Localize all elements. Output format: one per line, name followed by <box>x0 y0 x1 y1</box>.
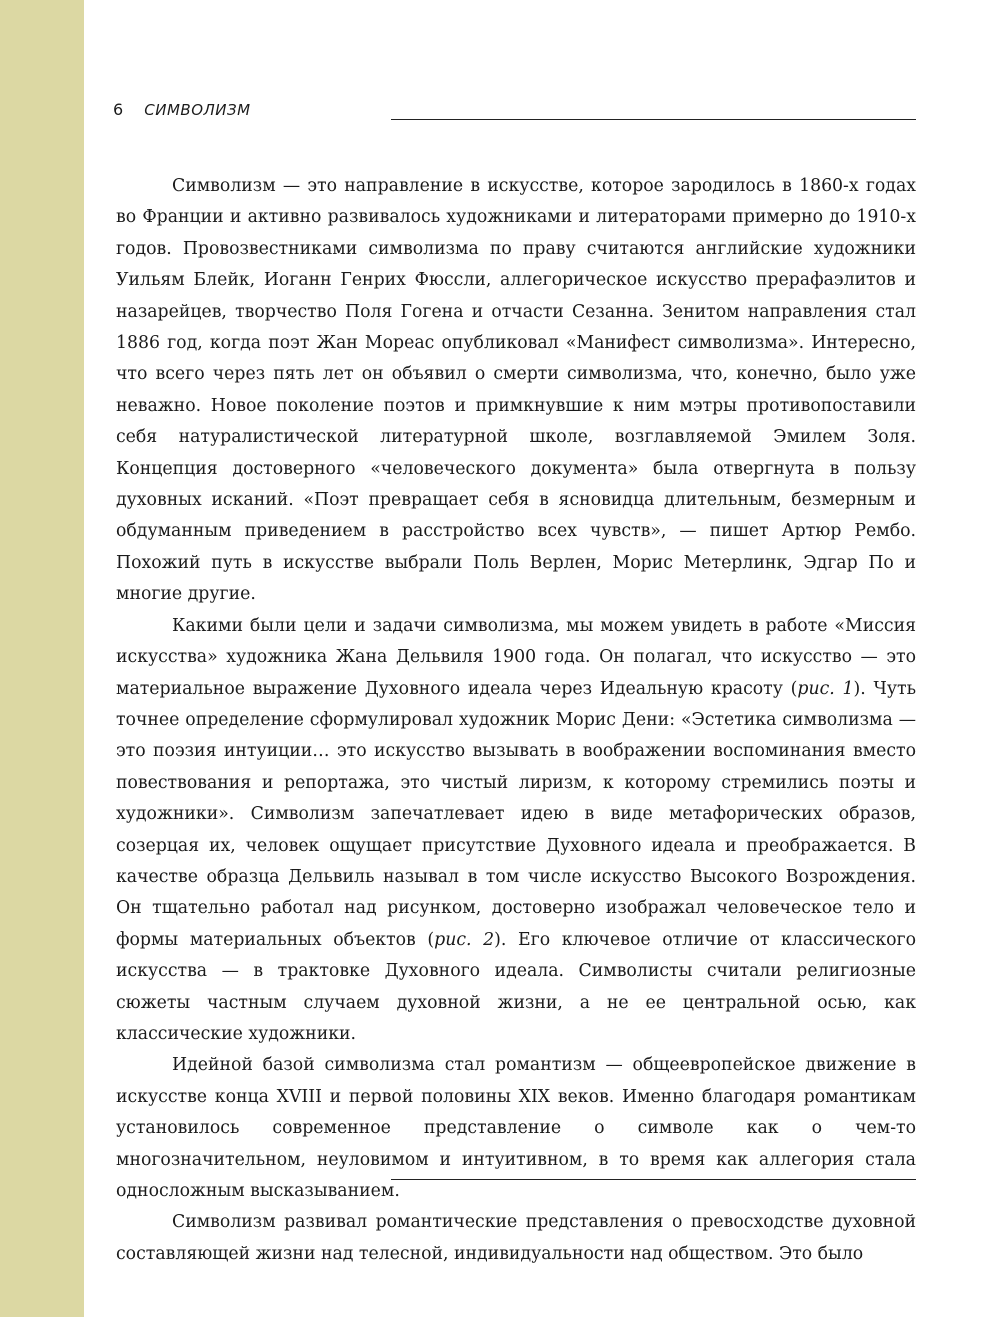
paragraph-2 <box>116 611 916 1051</box>
paragraph-2-part-a: Какими были цели и задачи символизма, мы можем увидеть в работе «Миссия искусства» художника Жана Дельвиля 1900 года. Он полагал, что искусство — это материальное выражение Духовного идеала через Идеальную красоту ( <box>116 615 916 699</box>
page-number: 6 <box>113 100 124 119</box>
paragraph-2-part-c: ). Его ключевое отличие от классического искусства — в трактовке Духовного идеала. Символисты считали религиозные сюжеты частным случаем духовной жизни, а не ее центральной осью, как классические художники. <box>116 929 916 1044</box>
running-header <box>113 100 251 119</box>
section-title: СИМВОЛИЗМ <box>144 101 251 119</box>
paragraph-2-part-b: ). Чуть точнее определение сформулировал художник Морис Дени: «Эстетика символизма — это поэзия интуиции… это искусство вызывать в воображении воспоминания вместо повествования и репортажа, это чистый лиризм, к которому стремились поэты и художники». Символизм запечатлевает идею в виде метафорических образов, созерцая их, человек ощущает присутствие Духовного идеала и преображается. В качестве образца Дельвиль называл в том числе искусство Высокого Возрождения. Он тщательно работал над рисунком, достоверно изображал человеческое тело и формы материальных объектов ( <box>116 678 917 950</box>
side-color-band <box>0 0 84 1317</box>
header-rule <box>391 119 916 120</box>
footer-rule <box>391 1179 916 1180</box>
paragraph-4: Символизм развивал романтические представления о превосходстве духовной составляющей жизни над телесной, индивидуальности над обществом. Это было <box>116 1212 916 1264</box>
figure-ref-2: рис. 2 <box>434 929 495 950</box>
body-text <box>116 171 916 1270</box>
paragraph-3: Идейной базой символизма стал романтизм — общеевропейское движение в искусстве конца XVIII и первой половины XIX веков. Именно благодаря романтикам установилось современное представление о символе как о чем-то многозначительном, неуловимом и интуитивном, в то время как аллегория стала односложным высказыванием. <box>116 1055 916 1201</box>
figure-ref-1: рис. 1 <box>797 678 854 699</box>
paragraph-1: Символизм — это направление в искусстве, которое зародилось в 1860-х годах во Франции и активно развивалось художниками и литераторами примерно до 1910-х годов. Провозвестниками символизма по праву считаются английские художники Уильям Блейк, Иоганн Генрих Фюссли, аллегорическое искусство прерафаэлитов и назарейцев, творчество Поля Гогена и отчасти Сезанна. Зенитом направления стал 1886 год, когда поэт Жан Мореас опубликовал «Манифест символизма». Интересно, что всего через пять лет он объявил о смерти символизма, что, конечно, было уже неважно. Новое поколение поэтов и примкнувшие к ним мэтры противопоставили себя натуралистической литературной школе, возглавляемой Эмилем Золя. Концепция достоверного «человеческого документа» была отвергнута в пользу духовных исканий. «Поэт превращает себя в ясновидца длительным, безмерным и обдуманным приведением в расстройство всех чувств», — пишет Артюр Рембо. Похожий путь в искусстве выбрали Поль Верлен, Морис Метерлинк, Эдгар По и многие другие. <box>116 176 916 605</box>
